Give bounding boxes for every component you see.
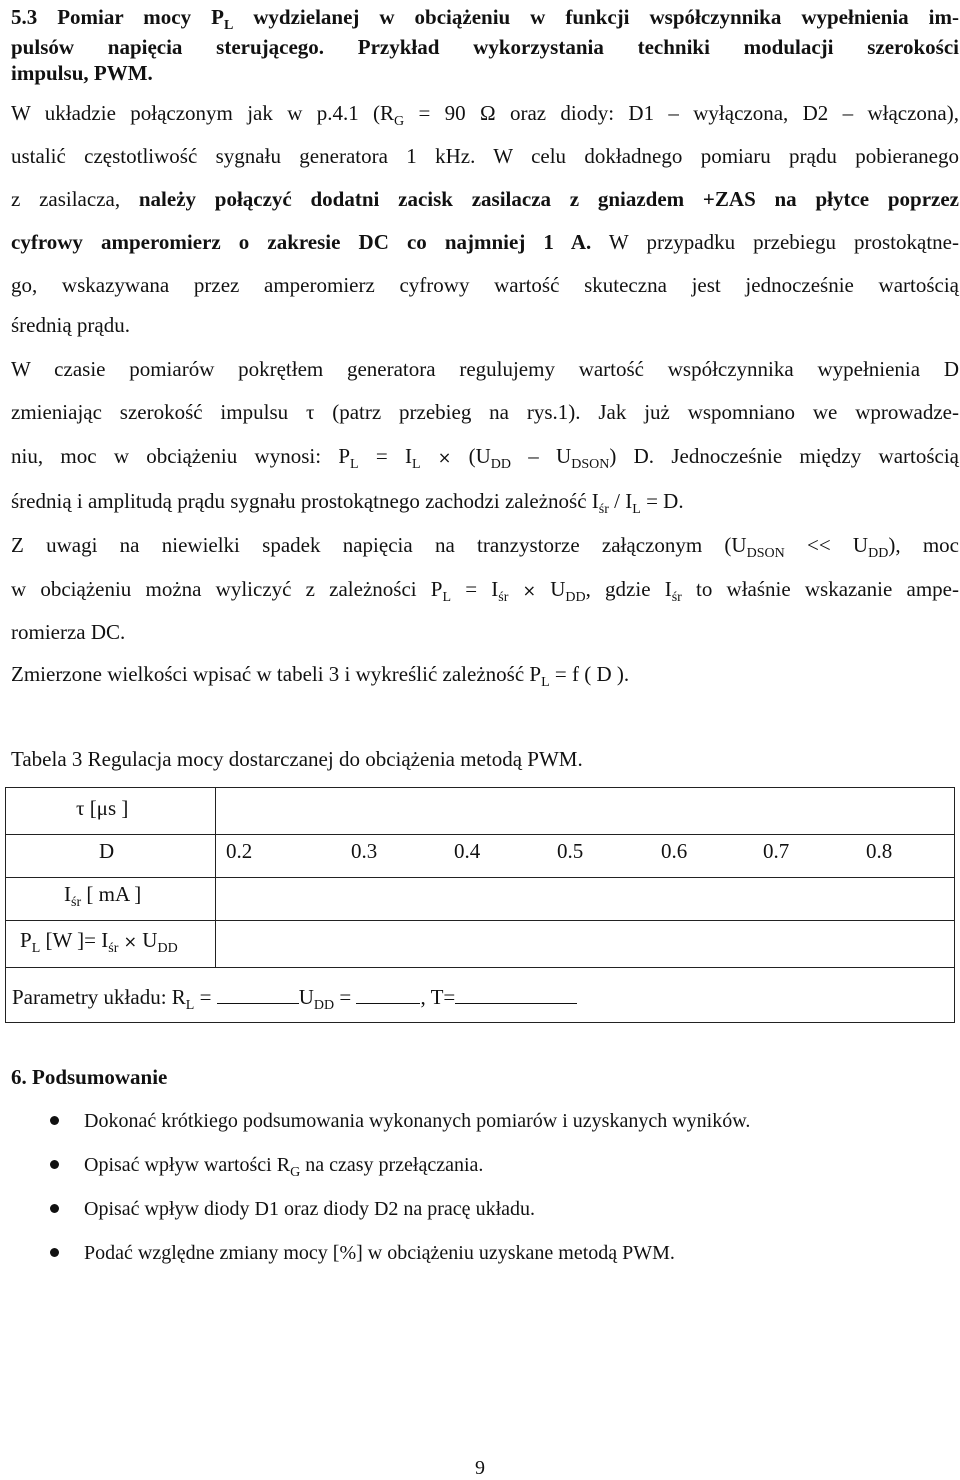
para2-line-2: zmieniając szerokość impulsu τ (patrz przebieg na rys.1). Jak już wspomniano we wprowadze- — [11, 400, 959, 424]
summary-item: Dokonać krótkiego podsumowania wykonanych pomiarów i uzyskanych wyników. — [84, 1110, 751, 1132]
para2-line-3: niu, moc w obciążeniu wynosi: $P_L = I_L \times (U_{DD} - U_{DSON})$ D. Jednocześnie między wartością — [11, 444, 959, 472]
table-row-divider — [6, 920, 954, 921]
summary-item: Opisać wpływ wartości $R_G$ na czasy przełączania. — [84, 1154, 484, 1180]
table-row-divider — [6, 834, 954, 835]
row-label-tau: τ [μs ] — [76, 796, 129, 820]
d-value-cell: 0.5 — [557, 839, 584, 863]
bullet-icon — [50, 1116, 59, 1125]
para1-line-3: z zasilacza, należy połączyć dodatni zacisk zasilacza z gniazdem +ZAS na płytce poprzez — [11, 187, 959, 211]
table-row-divider — [6, 967, 954, 968]
para1-line-5: go, wskazywana przez amperomierz cyfrowy wartość skuteczna jest jednocześnie wartością — [11, 273, 959, 297]
d-value-cell: 0.8 — [866, 839, 893, 863]
d-value-cell: 0.3 — [351, 839, 378, 863]
rl-blank — [217, 983, 299, 1004]
bullet-icon — [50, 1204, 59, 1213]
table-row-divider — [6, 877, 954, 878]
row-label-pl: $P_L$ [W ]= $I_{śr} \times U_{DD}$ — [20, 928, 178, 956]
table-caption: Tabela 3 Regulacja mocy dostarczanej do obciążenia metodą PWM. — [11, 747, 583, 771]
table-column-divider — [215, 788, 216, 967]
page-number: 9 — [475, 1457, 485, 1479]
row-label-d: D — [99, 839, 115, 863]
para2-line-4: średnią i amplitudą prądu sygnału prostokątnego zachodzi zależność $I_{śr} / I_L = D$. — [11, 489, 684, 517]
d-value-cell: 0.4 — [454, 839, 481, 863]
section-heading-line-1: 5.3 Pomiar mocy $P_L$ wydzielanej w obciążeniu w funkcji współczynnika wypełnienia im- — [11, 5, 959, 33]
summary-heading: 6. Podsumowanie — [11, 1065, 168, 1089]
section-heading-line-3: impulsu, PWM. — [11, 61, 153, 85]
d-value-cell: 0.2 — [226, 839, 253, 863]
summary-item: Opisać wpływ diody D1 oraz diody D2 na pracę układu. — [84, 1198, 535, 1220]
para3-line-1: Z uwagi na niewielki spadek napięcia na tranzystorze załączonym $(U_{DSON} << U_{DD})$, moc — [11, 533, 959, 561]
d-value-cell: 0.7 — [763, 839, 790, 863]
para1-line-1: W układzie połączonym jak w p.4.1 ($R_G = 90$ Ω oraz diody: D1 – wyłączona, D2 – włączona), — [11, 101, 959, 129]
circuit-parameters: Parametry układu: $R_L = U_{DD}$ = , T= — [12, 983, 577, 1014]
t-blank — [455, 983, 577, 1004]
section-heading-line-2: pulsów napięcia sterującego. Przykład wykorzystania techniki modulacji szerokości — [11, 35, 959, 59]
results-table — [5, 787, 955, 1023]
para4-line-1: Zmierzone wielkości wpisać w tabeli 3 i wykreślić zależność $P_L = f$ ( D ). — [11, 662, 630, 690]
para2-line-1: W czasie pomiarów pokrętłem generatora regulujemy wartość współczynnika wypełnienia D — [11, 357, 959, 381]
para3-line-3: romierza DC. — [11, 620, 126, 644]
summary-item: Podać względne zmiany mocy [%] w obciążeniu uzyskane metodą PWM. — [84, 1242, 675, 1264]
para1-line-2: ustalić częstotliwość sygnału generatora 1 kHz. W celu dokładnego pomiaru prądu pobieranego — [11, 144, 959, 168]
para1-line-6: średnią prądu. — [11, 313, 130, 337]
para1-line-4: cyfrowy amperomierz o zakresie DC co najmniej 1 A. W przypadku przebiegu prostokątne- — [11, 230, 959, 254]
bullet-icon — [50, 1160, 59, 1169]
para3-line-2: w obciążeniu można wyliczyć z zależności $P_L = I_{śr} \times U_{DD}$, gdzie $I_{śr}$ to właśnie wskazanie ampe- — [11, 577, 959, 605]
udd-blank — [356, 983, 420, 1004]
bullet-icon — [50, 1248, 59, 1257]
row-label-isr: $I_{śr}$ [ mA ] — [64, 882, 142, 910]
d-value-cell: 0.6 — [661, 839, 688, 863]
